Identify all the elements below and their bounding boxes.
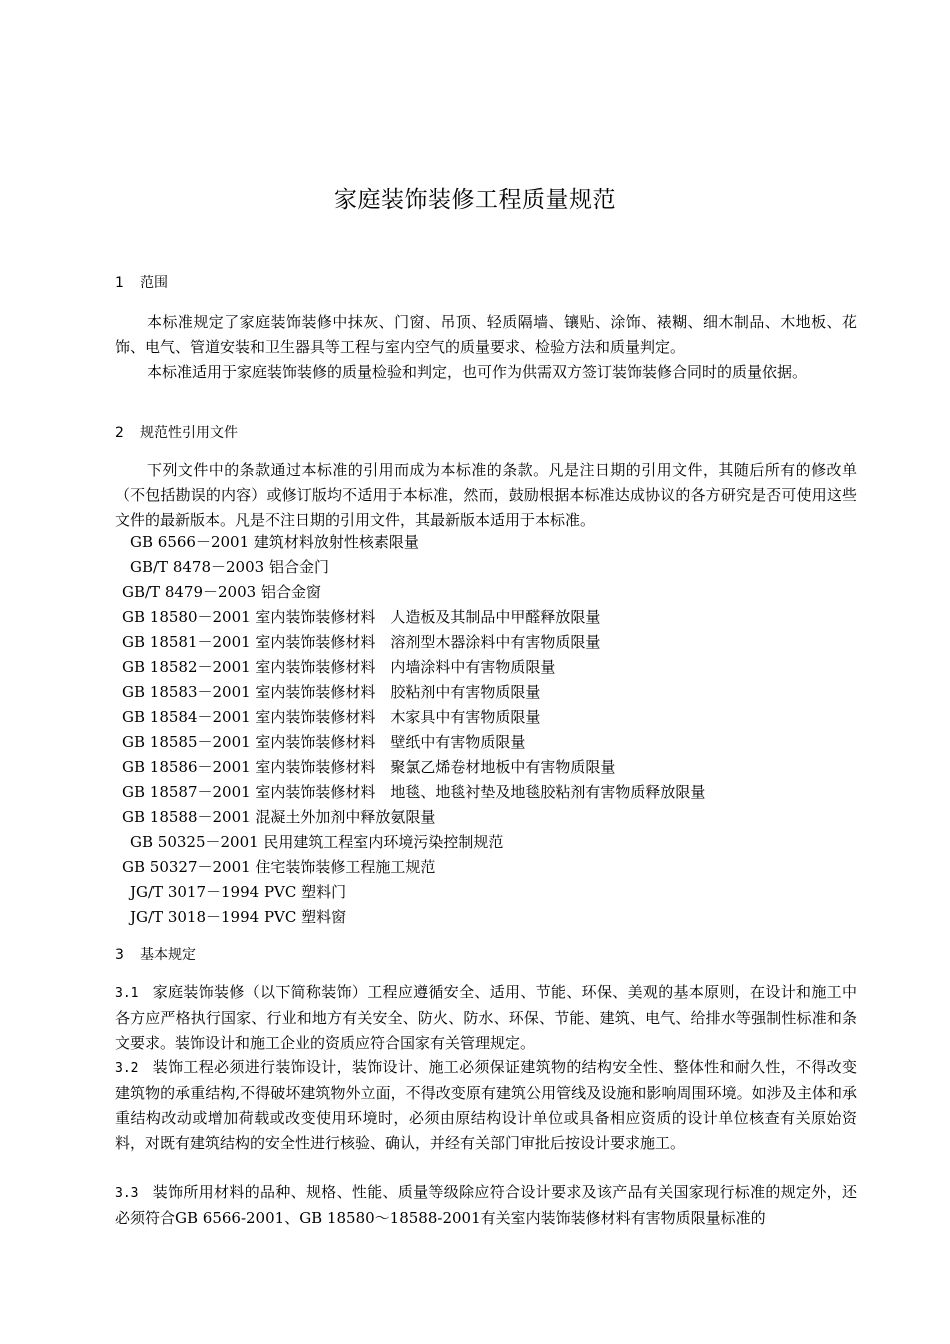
clause-text: 装饰所用材料的品种、规格、性能、质量等级除应符合设计要求及该产品有关国家现行标准的规定外，还必须符合GB 6566-2001、GB 18580～18588-2001有关室内装饰装修材料有害物质限量标准的	[115, 1183, 857, 1227]
clause-3-1	[115, 980, 857, 1056]
paragraph-scope-1: 本标准规定了家庭装饰装修中抹灰、门窗、吊顶、轻质隔墙、镶贴、涂饰、裱糊、细木制品、木地板、花饰、电气、管道安装和卫生器具等工程与室内空气的质量要求、检验方法和质量判定。	[115, 313, 857, 356]
section-number: 3	[115, 947, 124, 963]
paragraph-references-intro: 下列文件中的条款通过本标准的引用而成为本标准的条款。凡是注日期的引用文件，其随后所有的修改单（不包括勘误的内容）或修订版均不适用于本标准，然而，鼓励根据本标准达成协议的各方研究是否可使用这些文件的最新版本。凡是不注日期的引用文件，其最新版本适用于本标准。	[115, 461, 857, 529]
reference-item: GB 18584－2001 室内装饰装修材料 木家具中有害物质限量	[122, 708, 541, 726]
clause-text: 家庭装饰装修（以下简称装饰）工程应遵循安全、适用、节能、环保、美观的基本原则，在设计和施工中各方应严格执行国家、行业和地方有关安全、防火、防水、环保、节能、建筑、电气、给排水等强制性标准和条文要求。装饰设计和施工企业的资质应符合国家有关管理规定。	[115, 983, 857, 1052]
section-title: 规范性引用文件	[140, 425, 238, 441]
paragraph-scope-2: 本标准适用于家庭装饰装修的质量检验和判定，也可作为供需双方签订装饰装修合同时的质量依据。	[147, 363, 808, 381]
clause-3-2	[115, 1055, 857, 1156]
section-heading-scope	[115, 273, 168, 293]
reference-item: GB 18581－2001 室内装饰装修材料 溶剂型木器涂料中有害物质限量	[122, 633, 601, 651]
reference-item: GB 18588－2001 混凝土外加剂中释放氨限量	[122, 808, 436, 826]
reference-item: GB/T 8478－2003 铝合金门	[130, 558, 329, 576]
reference-item: GB 18586－2001 室内装饰装修材料 聚氯乙烯卷材地板中有害物质限量	[122, 758, 616, 776]
reference-item: GB 6566－2001 建筑材料放射性核素限量	[130, 533, 419, 551]
section-heading-references	[115, 423, 238, 443]
section-number: 2	[115, 425, 124, 441]
clause-number: 3.2	[115, 1061, 139, 1076]
reference-item: GB 18585－2001 室内装饰装修材料 壁纸中有害物质限量	[122, 733, 526, 751]
clause-number: 3.1	[115, 986, 139, 1001]
section-heading-basic-provisions	[115, 945, 196, 965]
reference-item: JG/T 3017－1994 PVC 塑料门	[130, 883, 347, 901]
reference-item: GB 18582－2001 室内装饰装修材料 内墙涂料中有害物质限量	[122, 658, 556, 676]
document-title: 家庭装饰装修工程质量规范	[334, 187, 616, 213]
reference-item: GB 18580－2001 室内装饰装修材料 人造板及其制品中甲醛释放限量	[122, 608, 601, 626]
reference-item: JG/T 3018－1994 PVC 塑料窗	[130, 908, 347, 926]
clause-number: 3.3	[115, 1186, 139, 1201]
reference-item: GB 18583－2001 室内装饰装修材料 胶粘剂中有害物质限量	[122, 683, 541, 701]
section-title: 范围	[140, 275, 168, 291]
reference-item: GB 50327－2001 住宅装饰装修工程施工规范	[122, 858, 436, 876]
reference-item: GB/T 8479－2003 铝合金窗	[122, 583, 321, 601]
reference-item: GB 18587－2001 室内装饰装修材料 地毯、地毯衬垫及地毯胶粘剂有害物质释放限量	[122, 783, 706, 801]
clause-3-3	[115, 1180, 857, 1231]
clause-text: 装饰工程必须进行装饰设计，装饰设计、施工必须保证建筑物的结构安全性、整体性和耐久性，不得改变建筑物的承重结构,不得破坏建筑物外立面，不得改变原有建筑公用管线及设施和影响周围环境。如涉及主体和承重结构改动或增加荷载或改变使用环境时，必须由原结构设计单位或具备相应资质的设计单位核查有关原始资料，对既有建筑结构的安全性进行核验、确认，并经有关部门审批后按设计要求施工。	[115, 1058, 857, 1152]
reference-item: GB 50325－2001 民用建筑工程室内环境污染控制规范	[130, 833, 504, 851]
section-number: 1	[115, 275, 124, 291]
section-title: 基本规定	[140, 947, 196, 963]
